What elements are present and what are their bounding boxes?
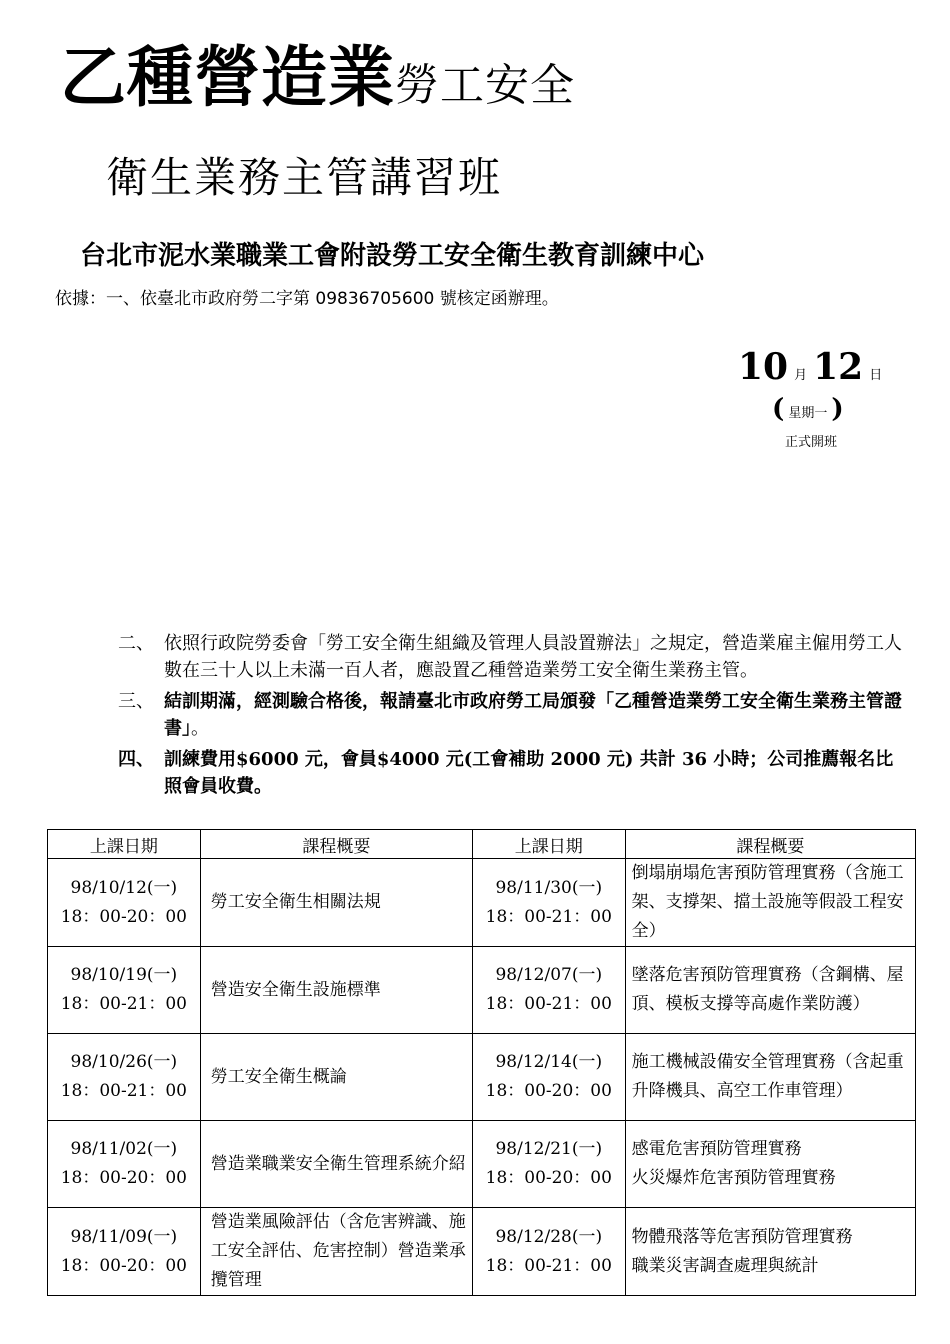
notice-list <box>118 630 908 804</box>
notice-num: 二、 <box>118 633 154 654</box>
paren-close: ) <box>831 394 844 424</box>
session-date: 98/11/02(一) 18：00-20：00 <box>48 1121 201 1208</box>
weekday-text: 星期一 <box>788 406 828 421</box>
table-row <box>48 947 916 1034</box>
session-date: 98/12/14(一) 18：00-20：00 <box>472 1034 625 1121</box>
course-topic: 施工機械設備安全管理實務（含起重升降機具、高空工作車管理） <box>625 1034 915 1121</box>
session-date: 98/12/07(一) 18：00-21：00 <box>472 947 625 1034</box>
notice-item-3 <box>118 688 908 742</box>
title-bold: 乙種營造業 <box>60 39 395 116</box>
session-date: 98/10/12(一) 18：00-20：00 <box>48 859 201 947</box>
notice-item-2 <box>118 630 908 684</box>
start-date <box>738 346 888 388</box>
course-topic: 墜落危害預防管理實務（含鋼構、屋頂、模板支撐等高處作業防護） <box>625 947 915 1034</box>
course-topic: 營造業風險評估（含危害辨識、施工安全評估、危害控制）營造業承攬管理 <box>200 1208 472 1296</box>
table-header-row <box>48 830 916 859</box>
title-rest: 勞工安全 <box>395 60 575 111</box>
notice-item-4 <box>118 746 908 800</box>
course-topic: 感電危害預防管理實務 火災爆炸危害預防管理實務 <box>625 1121 915 1208</box>
day-unit: 日 <box>869 368 883 383</box>
table-row <box>48 859 916 947</box>
table-row <box>48 1034 916 1121</box>
start-note: 正式開班 <box>785 435 838 450</box>
course-topic: 營造安全衛生設施標準 <box>200 947 472 1034</box>
course-topic: 勞工安全衛生相關法規 <box>200 859 472 947</box>
notice-text-tail: 。 <box>191 718 209 739</box>
page-subtitle: 衛生業務主管講習班 <box>106 153 503 202</box>
notice-num: 四、 <box>118 749 154 770</box>
table-row <box>48 1208 916 1296</box>
table-row <box>48 1121 916 1208</box>
session-date: 98/12/21(一) 18：00-20：00 <box>472 1121 625 1208</box>
month-unit: 月 <box>794 368 808 383</box>
start-month: 10 <box>738 346 789 388</box>
start-day: 12 <box>813 346 864 388</box>
basis-text: 依據：一、依臺北市政府勞二字第 09836705600 號核定函辦理。 <box>55 289 559 309</box>
notice-text-bold: 結訓期滿，經測驗合格後，報請臺北市政府勞工局頒發「乙種營造業勞工安全衛生業務主管證書」 <box>164 691 902 739</box>
session-date: 98/11/30(一) 18：00-21：00 <box>472 859 625 947</box>
course-topic: 營造業職業安全衛生管理系統介紹 <box>200 1121 472 1208</box>
session-date: 98/10/19(一) 18：00-21：00 <box>48 947 201 1034</box>
session-date: 98/10/26(一) 18：00-21：00 <box>48 1034 201 1121</box>
organization-name: 台北市泥水業職業工會附設勞工安全衛生教育訓練中心 <box>80 241 705 271</box>
course-topic: 倒塌崩塌危害預防管理實務（含施工架、支撐架、擋土設施等假設工程安全） <box>625 859 915 947</box>
start-weekday <box>772 394 844 424</box>
header-course-1: 課程概要 <box>200 830 472 859</box>
course-topic: 勞工安全衛生概論 <box>200 1034 472 1121</box>
notice-num: 三、 <box>118 691 154 712</box>
session-date: 98/12/28(一) 18：00-21：00 <box>472 1208 625 1296</box>
notice-text: 訓練費用$6000 元，會員$4000 元(工會補助 2000 元) 共計 36 小時；公司推薦報名比照會員收費。 <box>164 749 894 797</box>
header-date-1: 上課日期 <box>48 830 201 859</box>
paren-open: ( <box>772 394 785 424</box>
header-date-2: 上課日期 <box>472 830 625 859</box>
session-date: 98/11/09(一) 18：00-20：00 <box>48 1208 201 1296</box>
header-course-2: 課程概要 <box>625 830 915 859</box>
notice-text: 依照行政院勞委會「勞工安全衛生組織及管理人員設置辦法」之規定，營造業雇主僱用勞工人數在三十人以上未滿一百人者，應設置乙種營造業勞工安全衛生業務主管。 <box>164 633 902 681</box>
course-topic: 物體飛落等危害預防管理實務 職業災害調查處理與統計 <box>625 1208 915 1296</box>
course-schedule-table <box>47 829 916 1296</box>
page-title <box>60 38 575 126</box>
